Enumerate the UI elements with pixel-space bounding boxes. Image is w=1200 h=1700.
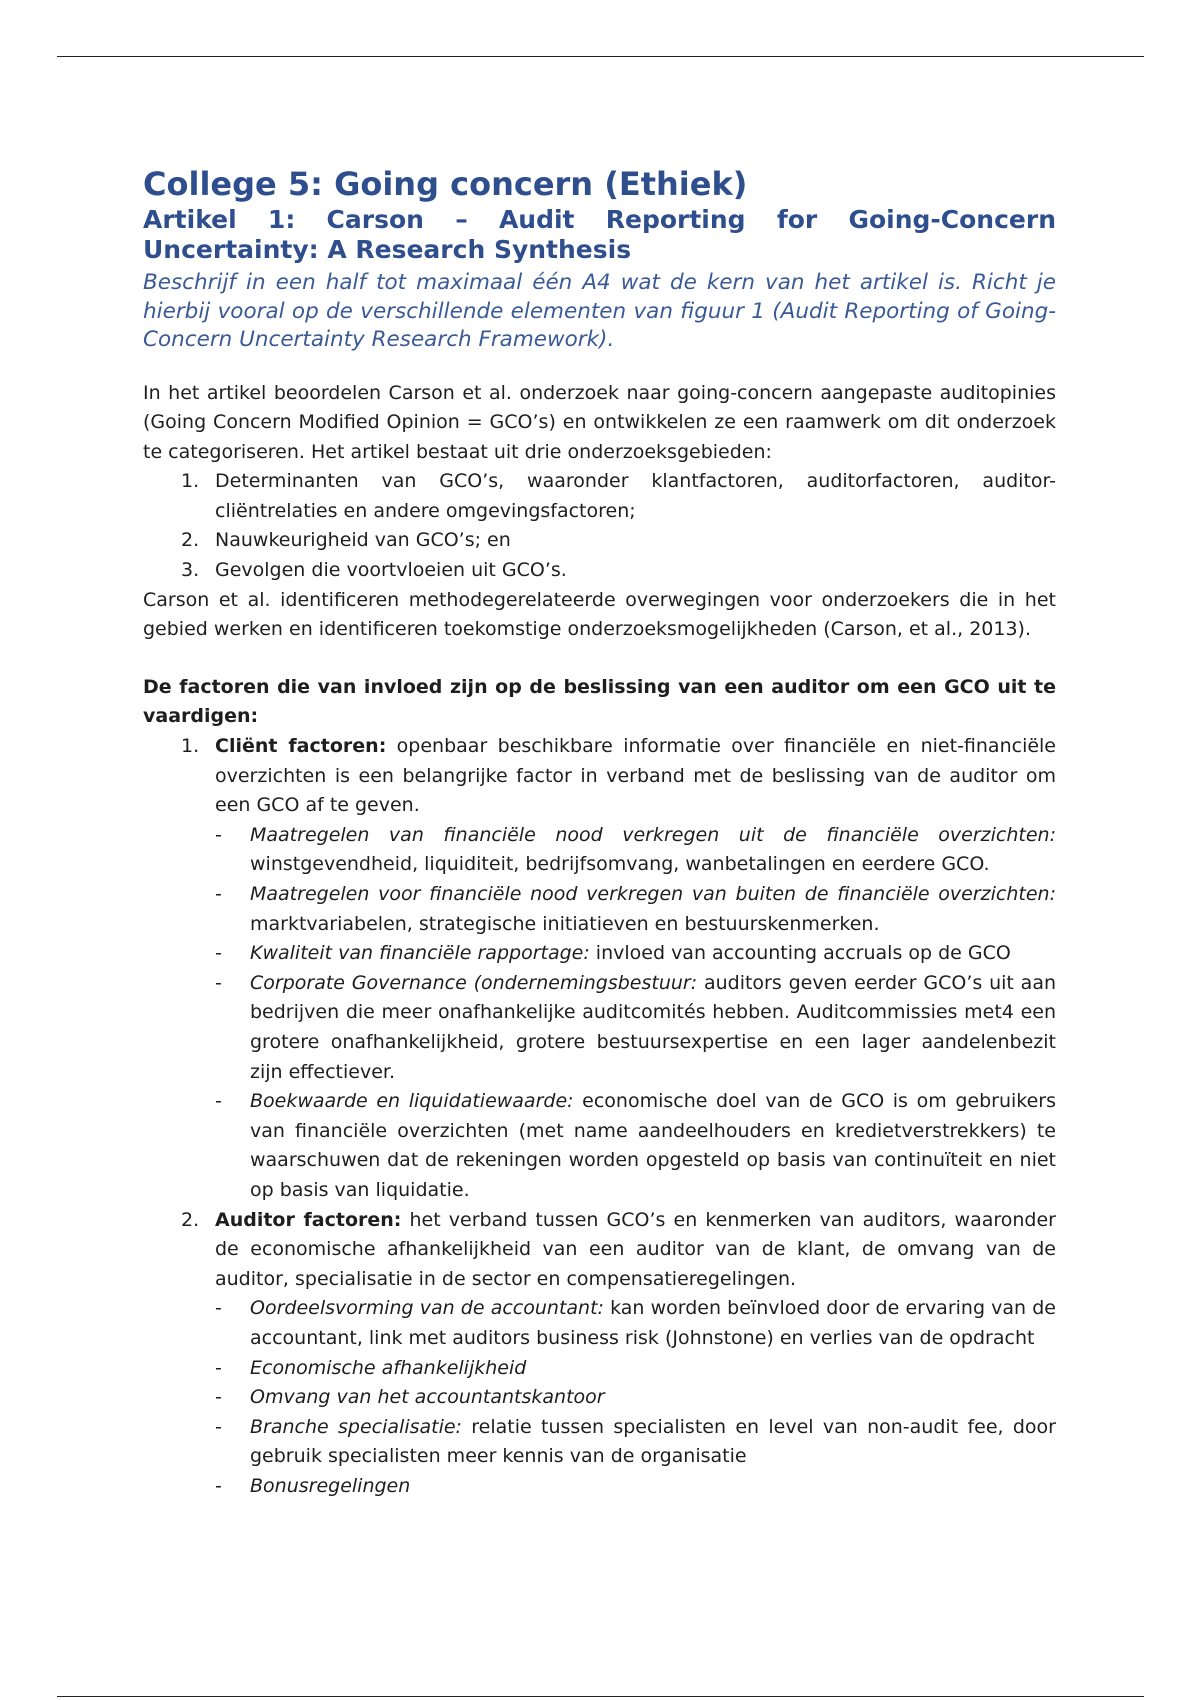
auditor-factor-sublist — [215, 1294, 1056, 1501]
sub-item — [215, 939, 1056, 969]
factor-text: openbaar beschikbare informatie over financiële en niet-financiële overzichten is een belangrijke factor in verband met de beslissing van de auditor om een GCO af te geven. — [215, 735, 1057, 817]
dash-bullet: - — [215, 1386, 222, 1409]
footer-rule — [57, 1696, 1144, 1697]
body-text — [143, 379, 1056, 1502]
sub-item-text: economische doel van de GCO is om gebruikers van financiële overzichten (met name aandeelhouders en kredietverstrekkers) te waarschuwen dat de rekeningen worden opgesteld op basis van continuïteit en niet op basis van liquidatie. — [250, 1090, 1056, 1201]
factor-item-auditor — [143, 1206, 1056, 1502]
sub-item — [215, 969, 1056, 1087]
client-factor-sublist — [215, 821, 1056, 1206]
sub-item — [215, 1294, 1056, 1353]
dash-bullet: - — [215, 1474, 222, 1497]
sub-item-label: Maatregelen van financiële nood verkregen uit de financiële overzichten: — [250, 823, 1056, 846]
sub-item-label: Corporate Governance (ondernemingsbestuur: — [250, 971, 698, 994]
sub-item — [215, 880, 1056, 939]
sub-item-label: Omvang van het accountantskantoor — [250, 1386, 605, 1409]
research-areas-list — [143, 467, 1056, 585]
dash-bullet: - — [215, 883, 222, 905]
list-number: 3. — [181, 559, 200, 582]
list-number: 2. — [181, 1208, 200, 1231]
sub-item-text: winstgevendheid, liquiditeit, bedrijfsomvang, wanbetalingen en eerdere GCO. — [250, 853, 990, 876]
dash-bullet: - — [215, 1415, 222, 1438]
factor-label: Auditor factoren: — [215, 1208, 402, 1231]
intro-paragraph: In het artikel beoordelen Carson et al. onderzoek naar going-concern aangepaste auditopinies (Going Concern Modified Opinion = GCO’s) en ontwikkelen ze een raamwerk om dit onderzoek te categoriseren. Het artikel bestaat uit drie onderzoeksgebieden: — [143, 381, 1056, 463]
document-body — [143, 165, 1056, 1501]
list-number: 1. — [181, 470, 200, 493]
spacer — [143, 645, 1056, 673]
dash-bullet: - — [215, 1356, 222, 1379]
sub-item-label: Bonusregelingen — [250, 1474, 411, 1497]
article-title: Artikel 1: Carson – Audit Reporting for Going-Concern Uncertainty: A Research Synthesis — [143, 205, 1056, 264]
list-item-text: Nauwkeurigheid van GCO’s; en — [215, 529, 511, 552]
list-item — [143, 556, 1056, 586]
sub-item-label: Economische afhankelijkheid — [250, 1356, 527, 1379]
factor-label: Cliënt factoren: — [215, 735, 387, 758]
dash-bullet: - — [215, 971, 222, 994]
sub-item-label: Oordeelsvorming van de accountant: — [250, 1297, 604, 1320]
sub-item — [215, 1087, 1056, 1205]
dash-bullet: - — [215, 823, 222, 846]
list-item — [143, 526, 1056, 556]
sub-item-label: Boekwaarde en liquidatiewaarde: — [250, 1090, 574, 1113]
list-number: 1. — [181, 735, 200, 758]
dash-bullet: - — [215, 1090, 222, 1113]
list-item — [143, 467, 1056, 526]
sub-item-text: kan worden beïnvloed door de ervaring van de accountant, link met auditors business risk (Johnstone) en verlies van de opdracht — [250, 1297, 1056, 1349]
sub-item-text: relatie tussen specialisten en level van non-audit fee, door gebruik specialisten meer kennis van de organisatie — [250, 1415, 1056, 1468]
list-item-text: Determinanten van GCO’s, waaronder klantfactoren, auditorfactoren, auditor-cliëntrelaties en andere omgevingsfactoren; — [215, 470, 1056, 522]
sub-item-text: marktvariabelen, strategische initiatieven en bestuurskenmerken. — [250, 912, 880, 935]
sub-item — [215, 821, 1056, 880]
sub-item — [215, 1383, 1056, 1413]
sub-item — [215, 1413, 1056, 1472]
closing-paragraph: Carson et al. identificeren methodegerelateerde overwegingen voor onderzoekers die in het gebied werken en identificeren toekomstige onderzoeksmogelijkheden (Carson, et al., 2013). — [143, 588, 1056, 641]
document-title: College 5: Going concern (Ethiek) — [143, 165, 748, 203]
dash-bullet: - — [215, 1297, 222, 1320]
assignment-text: Beschrijf in een half tot maximaal één A4 wat de kern van het artikel is. Richt je hierbij vooral op de verschillende elementen van figuur 1 (Audit Reporting of Going-Concern Uncertainty Research Framework). — [143, 270, 1056, 352]
header-rule — [57, 56, 1144, 57]
sub-item-text: invloed van accounting accruals op de GCO — [589, 942, 1011, 965]
sub-item — [215, 1354, 1056, 1384]
list-item-text: Gevolgen die voortvloeien uit GCO’s. — [215, 559, 567, 582]
sub-item-text: auditors geven eerder GCO’s uit aan bedrijven die meer onafhankelijke auditcomités hebben. Auditcommissies met4 een grotere onafhankelijkheid, grotere bestuursexpertise en een lager aandelenbezit zijn effectiever. — [250, 971, 1056, 1083]
list-number: 2. — [181, 529, 200, 552]
sub-item-label: Maatregelen voor financiële nood verkregen van buiten de financiële overzichten: — [250, 883, 1056, 905]
factors-list — [143, 732, 1056, 1501]
factor-item-client — [143, 732, 1056, 1206]
sub-item — [215, 1472, 1056, 1502]
dash-bullet: - — [215, 942, 222, 965]
sub-item-label: Branche specialisatie: — [250, 1415, 462, 1438]
sub-item-label: Kwaliteit van financiële rapportage: — [250, 942, 590, 965]
factors-heading: De factoren die van invloed zijn op de beslissing van een auditor om een GCO uit te vaardigen: — [143, 675, 1056, 728]
factor-text: het verband tussen GCO’s en kenmerken van auditors, waaronder de economische afhankelijkheid van een auditor van de klant, de omvang van de auditor, specialisatie in de sector en compensatieregelingen. — [215, 1208, 1056, 1290]
